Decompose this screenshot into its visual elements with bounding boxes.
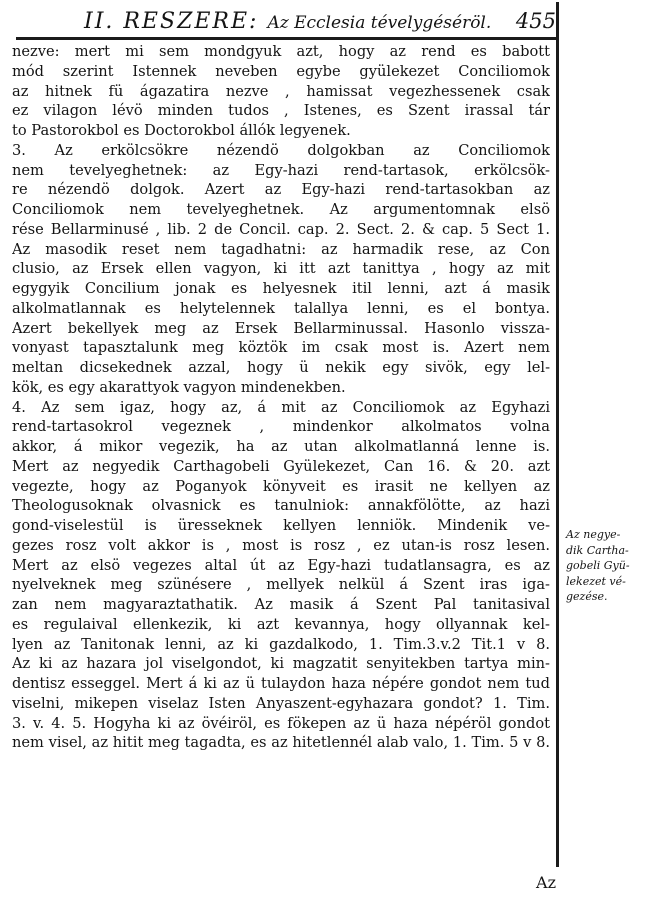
text-line: egygyik Concilium jonak es helyesnek itil lenni, azt á masik — [12, 280, 550, 297]
margin-rule — [556, 2, 559, 867]
running-title — [84, 9, 491, 34]
text-line: lyen az Tanitonak lenni, az ki gazdalkodo, 1. Tim.3.v.2 Tit.1 v 8. — [12, 635, 550, 653]
text-line: ez vilagon lévö minden tudos , Istenes, es Szent irassal tár — [12, 102, 550, 120]
text-line: alkolmatlannak es helytelennek talallya lenni, es el bontya. — [12, 299, 550, 317]
text-line: 3. v. 4. 5. Hogyha ki az övéiröl, es fökepen az ü haza népéröl gondot — [12, 714, 550, 732]
margin-note-line: gobeli Gyü- — [566, 559, 630, 572]
margin-note-line: dik Cartha- — [566, 543, 629, 557]
text-line: Azert bekellyek meg az Ersek Bellarminussal. Hasonlo vissza- — [12, 319, 550, 337]
text-line: Az ki az hazara jol viselgondot, ki magzatit senyitekben tartya min- — [12, 655, 550, 673]
text-line: nyelveknek meg szünésere , mellyek nelkül á Szent iras iga- — [12, 576, 550, 594]
text-line: Conciliomok nem tevelyeghetnek. Az argumentomnak elsö — [12, 201, 550, 218]
text-line: clusio, az Ersek ellen vagyon, ki itt azt tanittya , hogy az mit — [12, 260, 550, 278]
text-line: re nézendö dolgok. Azert az Egy-hazi rend-tartasokban az — [12, 181, 550, 199]
text-line: nem tevelyeghetnek: az Egy-hazi rend-tartasok, erkölcsök- — [12, 161, 550, 179]
text-line: nem visel, az hitit meg tagadta, es az hitetlennél alab valo, 1. Tim. 5 v 8. — [12, 734, 550, 752]
text-line: to Pastorokbol es Doctorokbol állók legyenek. — [12, 122, 351, 139]
text-line: nezve: mert mi sem mondgyuk azt, hogy az rend es babott — [12, 43, 550, 60]
text-line: zan nem magyaraztathatik. Az masik á Szent Pal tanitasival — [12, 596, 550, 613]
text-line: 4. Az sem igaz, hogy az, á mit az Conciliomok az Egyhazi — [12, 398, 550, 416]
body-text — [12, 42, 550, 753]
margin-note-line: Az negye- — [566, 528, 621, 541]
running-title-text: II. RESZERE: — [84, 9, 259, 34]
text-line: gond-viselestül is üresseknek kellyen lenniök. Mindenik ve- — [12, 517, 550, 534]
text-line: meltan dicsekednek azzal, hogy ü nekik egy sivök, egy lel- — [12, 359, 550, 376]
text-line: Mert az negyedik Carthagobeli Gyülekezet, Can 16. & 20. azt — [12, 457, 550, 475]
text-line: 3. Az erkölcsökre nézendö dolgokban az Conciliomok — [12, 141, 550, 159]
text-line: es regulaival ellenkezik, ki azt kevannya, hogy ollyannak kel- — [12, 615, 550, 633]
margin-note — [566, 527, 648, 605]
text-line: Mert az elsö vegezes altal út az Egy-hazi tudatlansagra, es az — [12, 556, 550, 574]
catchword: Az — [536, 873, 556, 892]
text-line: rend-tartasokrol vegeznek , mindenkor alkolmatos volna — [12, 418, 550, 436]
text-line: Az masodik reset nem tagadhatni: az harmadik rese, az Con — [12, 240, 550, 258]
text-line: kök, es egy akarattyok vagyon mindenekben. — [12, 378, 346, 396]
text-line: akkor, á mikor vegezik, ha az utan alkolmatlanná lenne is. — [12, 438, 550, 455]
text-line: viselni, mikepen viselaz Isten Anyaszent-egyhazara gondot? 1. Tim. — [12, 694, 550, 712]
margin-note-line: gezése. — [566, 590, 608, 603]
text-line: vonyast tapasztalunk meg köztök im csak most is. Azert nem — [12, 339, 550, 357]
text-line: vegezte, hogy az Poganyok könyveit es irasit ne kellyen az — [12, 477, 550, 495]
text-line: rése Bellarminusé , lib. 2 de Concil. cap. 2. Sect. 2. & cap. 5 Sect 1. — [12, 220, 550, 238]
text-line: mód szerint Istennek neveben egybe gyülekezet Conciliomok — [12, 62, 550, 80]
header-rule — [16, 37, 556, 40]
text-line: dentisz esseggel. Mert á ki az ü tulaydon haza népére gondot nem tud — [12, 675, 550, 692]
running-header — [16, 3, 556, 37]
text-line: az hitnek fü ágazatira nezve , hamissat vegezhessenek csak — [12, 82, 550, 100]
page-number: 455 — [515, 9, 556, 33]
text-line: Theologusoknak olvasnick es tanulniok: annakfölötte, az hazi — [12, 497, 550, 515]
text-line: gezes rosz volt akkor is , most is rosz , ez utan-is rosz lesen. — [12, 536, 550, 554]
running-subtitle: Az Ecclesia tévelygéséröl. — [267, 13, 492, 33]
margin-note-line: lekezet vé- — [566, 574, 626, 588]
